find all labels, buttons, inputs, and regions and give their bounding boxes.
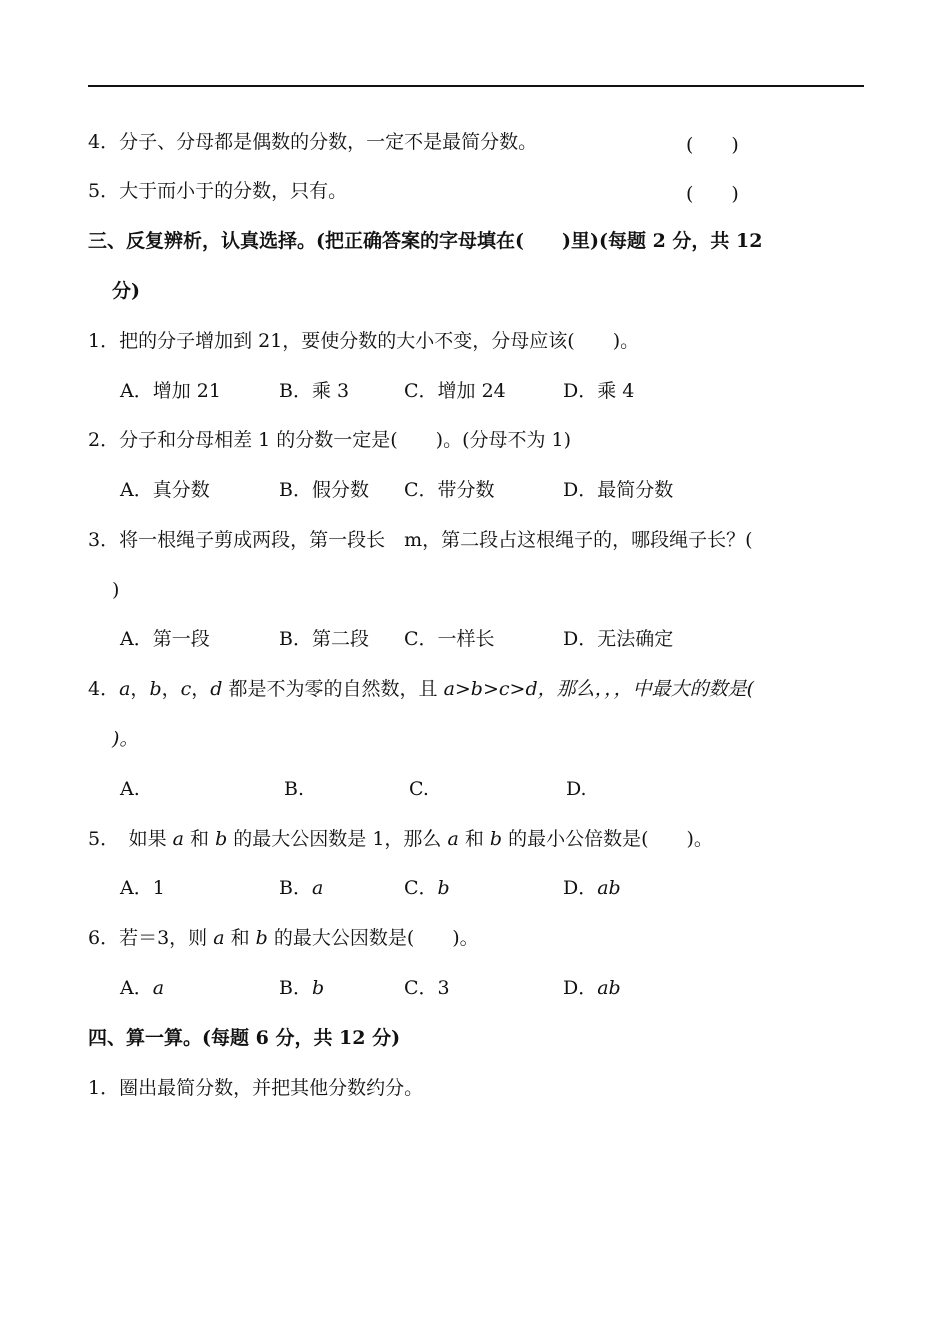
choice-q4-option-d[interactable]: D. [566,778,587,800]
section4-heading: 四、算一算。(每题 6 分，共 12 分) [88,1027,401,1049]
choice-q6-option-b[interactable] [279,976,324,1000]
choice-q1-option-b[interactable]: B．乘 3 [279,380,350,402]
choice-q6-option-a[interactable] [120,976,164,1000]
choice-q4-option-c[interactable]: C. [409,778,429,800]
option-value: ab [597,977,621,999]
choice-q2-option-b[interactable]: B．假分数 [279,479,369,501]
conj: 和 [224,927,256,949]
option-label: B． [279,977,312,999]
choice-q3-option-b[interactable]: B．第二段 [279,628,369,650]
choice-q3-option-d[interactable]: D．无法确定 [563,628,674,650]
separator: ， [191,678,211,700]
choice-q4-cont [112,727,138,751]
choice-q5-mid: 的最大公因数是 1，那么 [227,828,448,850]
option-label: C． [404,977,438,999]
calc-q1: 1．圈出最简分数，并把其他分数约分。 [88,1077,424,1099]
choice-q4-inequality: a>b>c>d [443,678,538,700]
var-a: a [447,828,459,850]
option-value: 1 [152,877,165,899]
option-value: a [311,877,324,899]
var-c: c [180,678,192,700]
header-rule [88,85,864,87]
judge-q4: 4．分子、分母都是偶数的分数，一定不是最简分数。 [88,131,538,153]
option-value: b [437,877,450,899]
judge-q4-answer-paren[interactable]: ( ) [686,134,739,156]
choice-q4-condition: 都是不为零的自然数，且 [222,678,444,700]
var-a: a [213,927,225,949]
var-d: d [210,678,223,700]
choice-q5-pre: 5． 如果 [88,828,173,850]
option-label: A． [120,977,153,999]
var-a: a [119,678,131,700]
choice-q5-option-a[interactable] [120,876,165,900]
choice-q4-option-a[interactable]: A. [120,778,140,800]
choice-q1-option-a[interactable]: A．增加 21 [120,380,221,402]
conj: 和 [183,828,216,850]
option-label: C． [404,877,438,899]
choice-q6 [88,926,479,950]
choice-q3-option-c[interactable]: C．一样长 [404,628,495,650]
choice-q5 [88,827,713,851]
choice-q5-option-d[interactable] [563,876,621,900]
option-label: B． [279,877,312,899]
section3-heading: 三、反复辨析，认真选择。(把正确答案的字母填在( )里)(每题 2 分，共 12 [88,230,763,252]
separator: ， [161,678,181,700]
choice-q3-cont: ) [112,579,120,601]
choice-q1-option-c[interactable]: C．增加 24 [404,380,506,402]
var-b: b [489,828,503,850]
choice-q6-pre: 6．若＝3，则 [88,927,214,949]
option-label: D． [563,877,598,899]
option-value: a [152,977,165,999]
choice-q5-post: 的最小公倍数是( )。 [502,828,713,850]
separator: ， [130,678,150,700]
option-value: ab [597,877,621,899]
choice-q6-post: 的最大公因数是( )。 [267,927,479,949]
choice-q6-option-c[interactable] [404,976,450,1000]
choice-q4-tail: ，那么，，，中最大的数是( [537,678,755,700]
choice-q2: 2．分子和分母相差 1 的分数一定是( )。(分母不为 1) [88,429,572,451]
choice-q4-number: 4． [88,678,120,700]
option-value: 3 [437,977,450,999]
option-label: D． [563,977,598,999]
var-b: b [149,678,162,700]
judge-q5-answer-paren[interactable]: ( ) [686,183,739,205]
choice-q5-option-c[interactable] [404,876,450,900]
choice-q6-option-d[interactable] [563,976,621,1000]
var-a: a [172,828,184,850]
choice-q3-option-a[interactable]: A．第一段 [120,628,210,650]
option-label: A． [120,877,153,899]
choice-q4-option-b[interactable]: B. [284,778,305,800]
choice-q2-option-d[interactable]: D．最简分数 [563,479,674,501]
choice-q1: 1．把的分子增加到 21，要使分数的大小不变，分母应该( )。 [88,330,640,352]
choice-q2-option-a[interactable]: A．真分数 [120,479,210,501]
section3-heading-cont: 分) [112,280,140,302]
judge-q5: 5．大于而小于的分数，只有。 [88,180,348,202]
choice-q4 [88,677,754,701]
choice-q5-option-b[interactable] [279,876,323,900]
var-b: b [215,828,228,850]
choice-q1-option-d[interactable]: D．乘 4 [563,380,635,402]
choice-q4-close: )。 [112,728,139,750]
var-b: b [255,927,268,949]
choice-q3: 3．将一根绳子剪成两段，第一段长 m，第二段占这根绳子的，哪段绳子长？( [88,529,753,551]
conj: 和 [458,828,490,850]
choice-q2-option-c[interactable]: C．带分数 [404,479,495,501]
option-value: b [311,977,325,999]
